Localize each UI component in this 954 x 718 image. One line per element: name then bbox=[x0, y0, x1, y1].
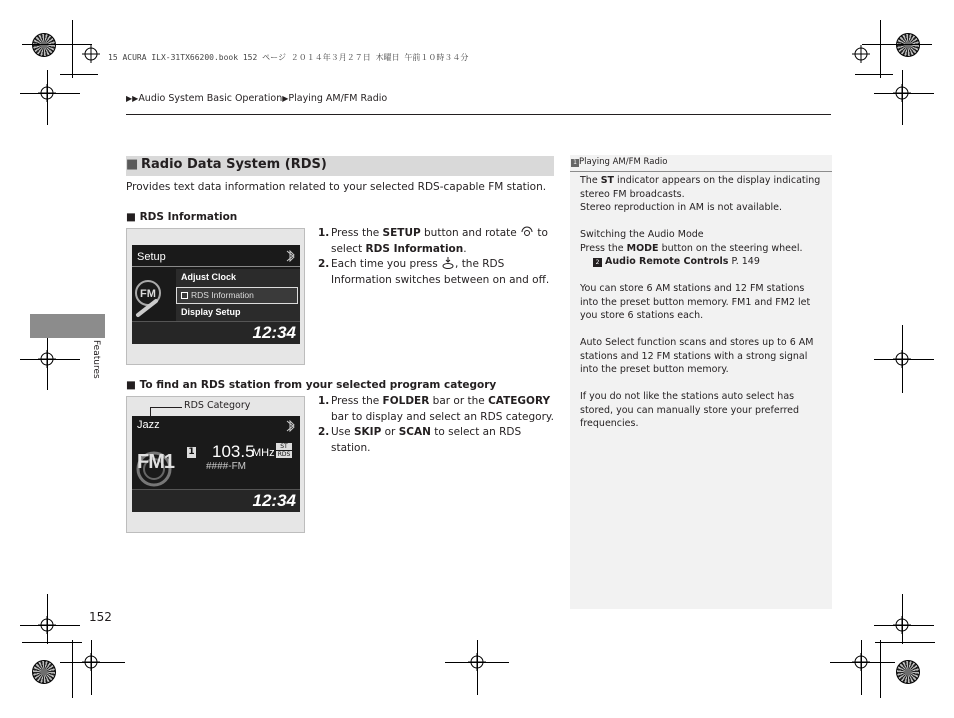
setup-display bbox=[132, 245, 300, 344]
note-paragraph: Press the MODE button on the steering wheel. bbox=[580, 242, 803, 254]
note-paragraph: The ST indicator appears on the display indicating stereo FM broadcasts. bbox=[580, 175, 821, 200]
screen-title: Setup bbox=[137, 251, 166, 263]
rds-find-steps bbox=[318, 394, 558, 456]
settings-wrench-icon bbox=[134, 275, 174, 321]
notes-body bbox=[580, 174, 825, 431]
notes-sidebar bbox=[570, 155, 832, 609]
checkbox-icon[interactable] bbox=[181, 292, 188, 299]
registration-rosette-icon bbox=[32, 660, 56, 684]
step-1: 1. Press the SETUP button and rotate to select RDS Information. bbox=[318, 227, 548, 255]
registration-rosette-icon bbox=[896, 33, 920, 57]
breadcrumb-item[interactable]: Playing AM/FM Radio bbox=[288, 93, 388, 104]
band-label: FM1 bbox=[137, 451, 174, 473]
note-paragraph: Auto Select function scans and stores up to 6 AM stations and 12 FM stations with a strong signal into the preset button memory. bbox=[580, 337, 814, 375]
page-number: 152 bbox=[89, 610, 112, 624]
press-knob-icon bbox=[441, 257, 455, 269]
preset-number: 1 bbox=[188, 447, 195, 457]
step-1: 1. Press the FOLDER bar or the CATEGORY bar to display and select an RDS category. bbox=[318, 395, 554, 423]
breadcrumb-arrow-icon: ▶▶ bbox=[126, 94, 139, 103]
section-marker: ■ bbox=[126, 157, 139, 172]
menu-item-rds-information[interactable]: RDS Information bbox=[176, 287, 298, 304]
rds-category-label: Jazz bbox=[137, 419, 160, 431]
notes-header: 1 Playing AM/FM Radio bbox=[570, 155, 832, 172]
chapter-label: Features bbox=[91, 340, 101, 379]
frequency: 103.5 bbox=[212, 442, 255, 461]
svg-text:FM: FM bbox=[140, 288, 156, 300]
section-intro: Provides text data information related to your selected RDS-capable FM station. bbox=[126, 181, 547, 193]
reference-arrow-icon: 2 bbox=[593, 258, 602, 267]
fm-display bbox=[132, 416, 300, 512]
frequency-unit: MHz bbox=[252, 447, 275, 459]
note-paragraph: If you do not like the stations auto select has stored, you can manually store your preferred frequencies. bbox=[580, 391, 800, 429]
breadcrumb bbox=[126, 93, 387, 104]
bluetooth-icon bbox=[284, 250, 298, 262]
note-paragraph: Stereo reproduction in AM is not available. bbox=[580, 202, 783, 213]
setup-screen-image bbox=[126, 228, 305, 365]
cross-reference-link[interactable]: 2 Audio Remote Controls P. 149 bbox=[580, 255, 825, 269]
rds-indicator: RDS bbox=[277, 451, 291, 458]
menu-item-adjust-clock[interactable]: Adjust Clock bbox=[181, 272, 237, 282]
clock-display: 12:34 bbox=[252, 323, 296, 342]
selector-knob-icon bbox=[520, 226, 534, 238]
heading-marker: ■ bbox=[126, 379, 140, 391]
registration-rosette-icon bbox=[896, 660, 920, 684]
print-header: 15 ACURA ILX-31TX66200.book 152 ページ ２０１４年３月２７日 木曜日 午前１０時３４分 bbox=[108, 53, 469, 62]
note-paragraph: You can store 6 AM stations and 12 FM stations into the preset button memory. FM1 and FM2 let you store 6 stations each. bbox=[580, 283, 811, 321]
step-2: 2. Each time you press , the RDS Information switches between on and off. bbox=[318, 258, 550, 286]
rds-info-heading: ■ RDS Information bbox=[126, 211, 238, 223]
crosshair-icon bbox=[82, 45, 100, 63]
rds-category-callout: RDS Category bbox=[184, 400, 251, 411]
breadcrumb-item[interactable]: Audio System Basic Operation bbox=[138, 93, 283, 104]
chapter-tab[interactable] bbox=[30, 314, 105, 338]
section-title: Radio Data System (RDS) bbox=[141, 157, 327, 172]
bluetooth-icon bbox=[284, 420, 298, 432]
station-name: ####-FM bbox=[206, 461, 247, 472]
menu-item-display-setup[interactable]: Display Setup bbox=[181, 307, 241, 317]
crosshair-icon bbox=[852, 45, 870, 63]
section-header-bar bbox=[126, 156, 554, 176]
breadcrumb-arrow-icon: ▶ bbox=[282, 94, 289, 103]
header-rule bbox=[126, 114, 831, 115]
rds-info-steps bbox=[318, 226, 558, 288]
fm-screen-image bbox=[126, 396, 305, 533]
setup-button-label: SETUP bbox=[382, 227, 421, 239]
note-icon: 1 bbox=[571, 159, 579, 167]
clock-display: 12:34 bbox=[252, 491, 296, 510]
stereo-indicator: ST bbox=[276, 443, 292, 450]
step-2: 2. Use SKIP or SCAN to select an RDS station. bbox=[318, 426, 522, 454]
rds-find-heading: ■ To find an RDS station from your selected program category bbox=[126, 379, 497, 391]
heading-marker: ■ bbox=[126, 211, 140, 223]
note-paragraph: Switching the Audio Mode bbox=[580, 229, 704, 240]
registration-rosette-icon bbox=[32, 33, 56, 57]
